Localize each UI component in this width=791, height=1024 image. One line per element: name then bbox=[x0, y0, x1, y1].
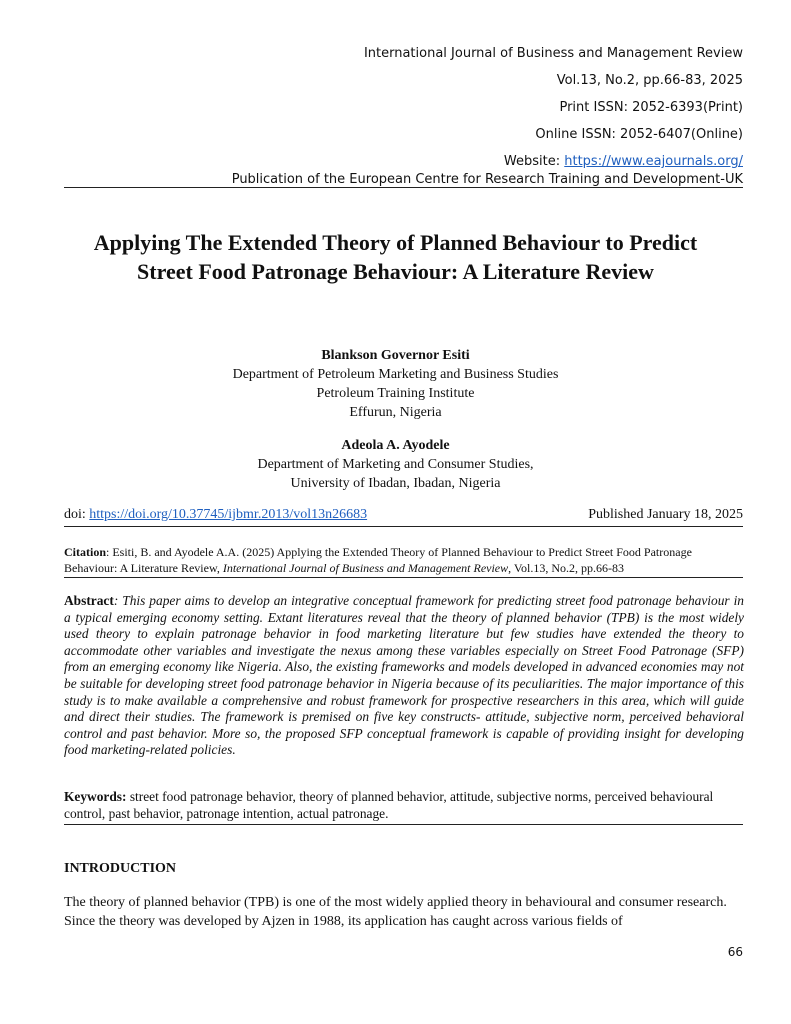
author-affiliation-1-line-1: Department of Petroleum Marketing and Business Studies bbox=[232, 367, 559, 382]
abstract-text: : This paper aims to develop an integrative conceptual framework for predicting street food patronage behaviour in a typical emerging economy setting. Extant literatures reveal that the theory of planned behavior (TPB) is the most widely used theory to explain patronage behavior in food marketing literature but few studies have extended the theory to accommodate other variables and investigate the nexus among these variables especially on Street Food Patronage (SFP) from an emerging economy like Nigeria. Also, the existing frameworks and models developed in advanced economies may not be suitable for developing street food patronage behavior in Nigeria because of its peculiarities. The major importance of this study is to make available a comprehensive and robust framework for prospective researchers in this area, which will guide and direct their studies. The framework is premised on five key constructs- attitude, subjective norm, perceived behavioral control and past behavior. More so, the proposed SFP conceptual framework is capable of providing insight for developing food marketing-related policies. bbox=[64, 593, 744, 758]
keywords bbox=[64, 789, 744, 822]
print-issn: Print ISSN: 2052-6393(Print) bbox=[559, 100, 743, 115]
citation-text-b: , Vol.13, No.2, pp.66-83 bbox=[508, 561, 625, 575]
journal-name: International Journal of Business and Management Review bbox=[363, 46, 743, 61]
website-label: Website: bbox=[503, 154, 565, 169]
keywords-text: street food patronage behavior, theory of planned behavior, attitude, subjective norms, perceived behavioural control, past behavior, patronage intention, actual patronage. bbox=[64, 789, 714, 821]
abstract bbox=[64, 593, 744, 759]
citation-rule bbox=[64, 577, 743, 578]
header-rule bbox=[64, 187, 743, 188]
author-affiliation-2-line-2: University of Ibadan, Ibadan, Nigeria bbox=[290, 476, 501, 491]
citation-text-a: : Esiti, B. and Ayodele A.A. (2025) Applying the Extended Theory of Planned Behaviour to Predict Street Food Patronage Behaviour: A Literature Review, bbox=[64, 545, 692, 575]
website-link[interactable]: https://www.eajournals.org/ bbox=[564, 154, 743, 169]
author-affiliation-2-line-1: Department of Marketing and Consumer Studies, bbox=[257, 457, 534, 472]
author-name-1: Blankson Governor Esiti bbox=[321, 348, 470, 363]
keywords-label: Keywords: bbox=[64, 789, 127, 804]
author-name-2: Adeola A. Ayodele bbox=[341, 438, 450, 453]
citation-label: Citation bbox=[64, 545, 106, 559]
author-affiliation-1-line-3: Effurun, Nigeria bbox=[349, 405, 442, 420]
doi-label: doi: bbox=[64, 507, 90, 522]
abstract-label: Abstract bbox=[64, 593, 114, 608]
keywords-rule bbox=[64, 824, 743, 825]
paper-title: Applying The Extended Theory of Planned Behaviour to Predict Street Food Patronage Behaviour: A Literature Review bbox=[93, 230, 698, 284]
author-affiliation-1-line-2: Petroleum Training Institute bbox=[316, 386, 475, 401]
introduction-heading: INTRODUCTION bbox=[64, 861, 177, 876]
publisher-line: Publication of the European Centre for Research Training and Development-UK bbox=[231, 172, 743, 187]
doi-row bbox=[64, 507, 743, 523]
volume-info: Vol.13, No.2, pp.66-83, 2025 bbox=[556, 73, 743, 88]
online-issn: Online ISSN: 2052-6407(Online) bbox=[535, 127, 743, 142]
published-date: Published January 18, 2025 bbox=[588, 507, 743, 522]
citation-journal: International Journal of Business and Management Review bbox=[222, 561, 509, 575]
website-line bbox=[504, 154, 743, 169]
introduction-text: The theory of planned behavior (TPB) is one of the most widely applied theory in behavioural and consumer research. Since the theory was developed by Ajzen in 1988, its application has caught across various fields of bbox=[64, 895, 727, 929]
page-number: 66 bbox=[727, 945, 743, 959]
doi-link[interactable]: https://doi.org/10.37745/ijbmr.2013/vol13n26683 bbox=[89, 507, 368, 522]
doi-rule bbox=[64, 526, 743, 527]
citation bbox=[64, 544, 744, 576]
